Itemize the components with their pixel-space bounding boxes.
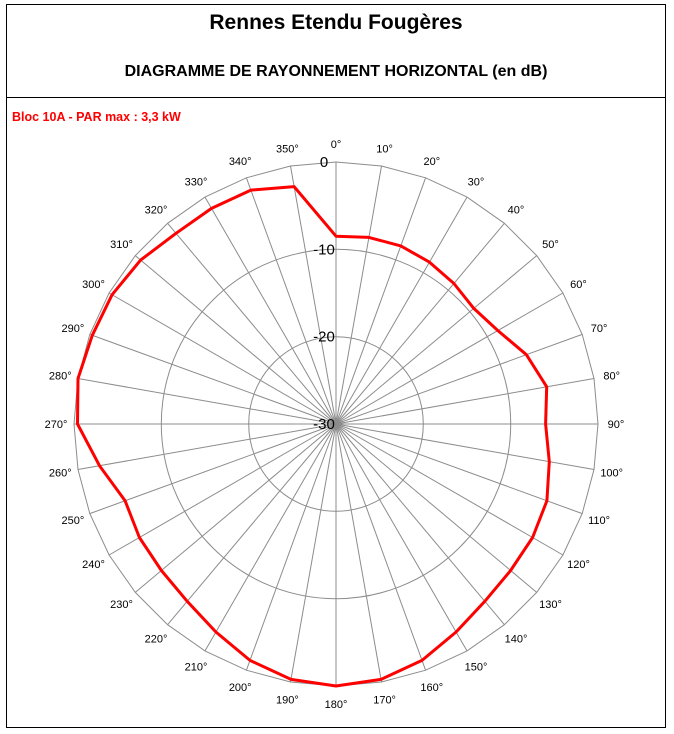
angle-label: 120°: [567, 559, 590, 571]
angle-label: 350°: [276, 143, 299, 156]
angle-label: 60°: [570, 279, 587, 291]
polar-grid: [74, 162, 598, 686]
grid-spoke: [246, 178, 336, 424]
angle-label: 240°: [82, 559, 105, 571]
series-label: Bloc 10A - PAR max : 3,3 kW: [12, 110, 181, 124]
angle-label: 180°: [324, 699, 348, 711]
chart-title: Rennes Etendu Fougères: [209, 11, 463, 34]
angle-label: 340°: [228, 155, 252, 168]
angle-label: 260°: [48, 467, 72, 480]
angle-label: 150°: [464, 661, 488, 674]
angle-label: 90°: [607, 419, 625, 431]
angle-label: 210°: [184, 661, 208, 674]
angle-label: 330°: [184, 176, 208, 189]
angle-label: 160°: [420, 682, 444, 695]
angle-label: 130°: [539, 599, 562, 611]
angle-label: 310°: [110, 239, 133, 251]
angle-label: 190°: [276, 694, 299, 707]
angle-label: 20°: [423, 155, 441, 168]
angle-label: 170°: [373, 694, 396, 707]
angle-label: 250°: [61, 514, 85, 527]
series-line: [78, 187, 550, 686]
grid-spoke: [90, 334, 336, 424]
radial-label: -10: [313, 241, 335, 259]
radial-label: -20: [313, 328, 335, 346]
radial-label: 0: [319, 154, 329, 171]
angle-label: 0°: [330, 139, 342, 151]
angle-label: 200°: [228, 682, 252, 695]
radial-label: -30: [313, 416, 335, 433]
grid-spoke: [90, 424, 336, 514]
angle-label: 30°: [467, 176, 485, 189]
angle-label: 80°: [603, 370, 621, 383]
grid-spoke: [336, 424, 426, 670]
angle-label: 10°: [376, 143, 393, 156]
angle-label: 40°: [507, 204, 525, 217]
grid-spoke: [336, 178, 426, 424]
angle-label: 320°: [144, 204, 168, 217]
angle-label: 290°: [61, 323, 85, 336]
chart-subtitle: DIAGRAMME DE RAYONNEMENT HORIZONTAL (en dB): [124, 63, 548, 80]
grid-spoke: [246, 424, 336, 670]
angle-label: 220°: [144, 633, 168, 646]
angle-label: 300°: [82, 279, 105, 291]
angle-label: 70°: [590, 323, 608, 336]
grid-spoke: [336, 424, 582, 514]
angle-label: 280°: [48, 370, 72, 383]
angle-label: 140°: [504, 633, 528, 646]
angle-label: 230°: [110, 599, 133, 611]
angle-label: 270°: [44, 419, 68, 431]
angle-label: 100°: [600, 467, 624, 480]
angle-label: 50°: [542, 239, 559, 251]
angle-label: 110°: [588, 514, 611, 527]
